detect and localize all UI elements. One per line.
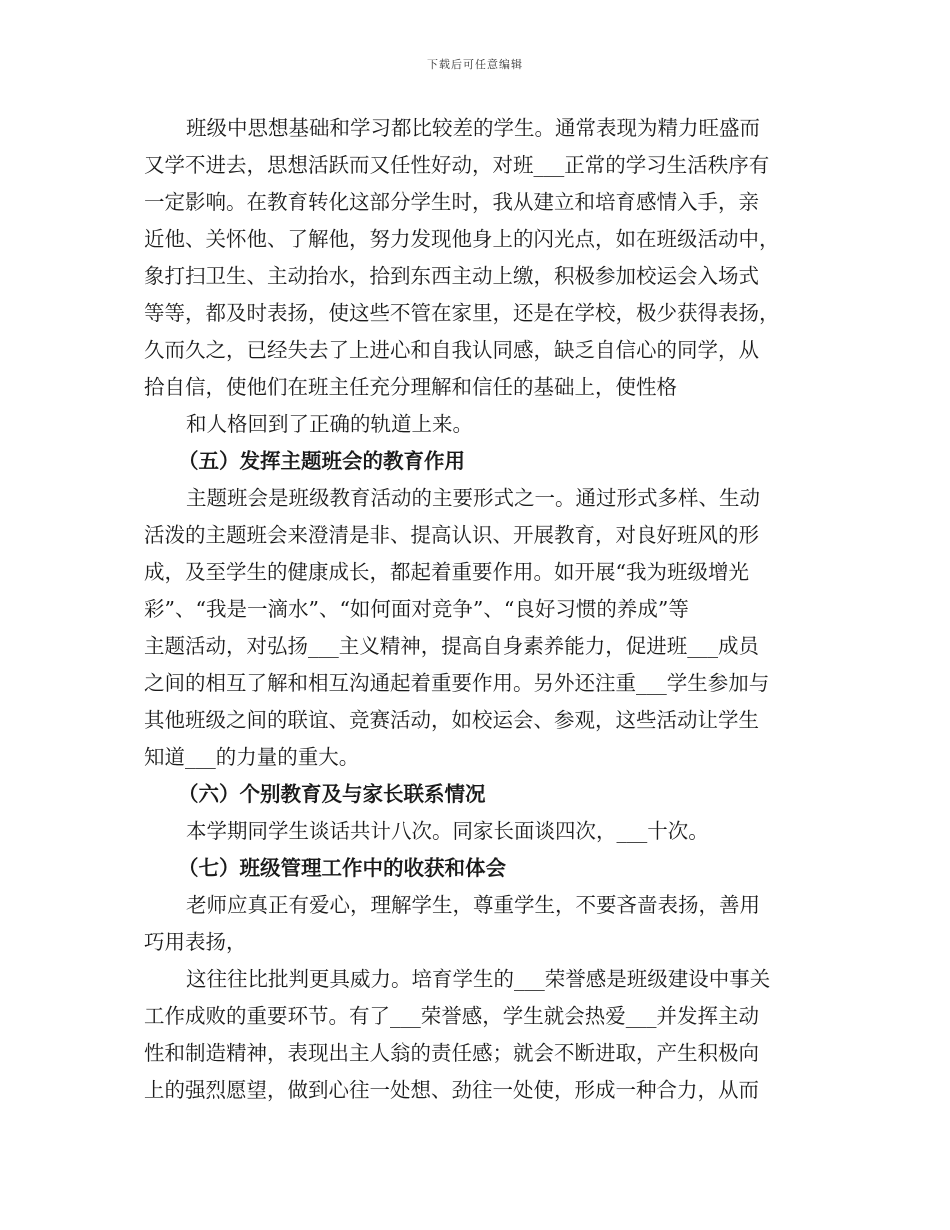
section-heading: （五）发挥主题班会的教育作用 xyxy=(178,449,465,473)
paragraph-line: 这往往比批判更具威力。培育学生的___荣誉感是班级建设中事关 xyxy=(186,967,771,991)
paragraph-line: 主题活动，对弘扬___主义精神，提高自身素养能力，促进班___成员 xyxy=(144,634,759,658)
paragraph-line: 一定影响。在教育转化这部分学生时，我从建立和培育感情入手，亲 xyxy=(144,190,759,214)
paragraph-line: 活泼的主题班会来澄清是非、提高认识、开展教育，对良好班风的形 xyxy=(144,523,759,547)
paragraph-line: 老师应真正有爱心，理解学生，尊重学生，不要吝啬表扬，善用 xyxy=(186,893,760,917)
paragraph-line: 上的强烈愿望，做到心往一处想、劲往一处使，形成一种合力，从而 xyxy=(144,1078,759,1102)
paragraph-line: 又学不进去，思想活跃而又任性好动，对班___正常的学习生活秩序有 xyxy=(144,153,770,177)
paragraph-line: 之间的相互了解和相互沟通起着重要作用。另外还注重___学生参加与 xyxy=(144,671,770,695)
paragraph-line: 本学期同学生谈话共计八次。同家长面谈四次，___十次。 xyxy=(186,819,709,843)
paragraph-line: 主题班会是班级教育活动的主要形式之一。通过形式多样、生动 xyxy=(186,486,760,510)
paragraph-line: 成，及至学生的健康成长，都起着重要作用。如开展“我为班级增光 xyxy=(144,560,749,584)
section-heading: （六）个别教育及与家长联系情况 xyxy=(178,782,486,806)
paragraph-line: 久而久之，已经失去了上进心和自我认同感，缺乏自信心的同学，从 xyxy=(144,338,759,362)
page-header: 下载后可任意编辑 xyxy=(427,58,523,71)
section-heading: （七）班级管理工作中的收获和体会 xyxy=(178,856,506,880)
paragraph-line: 和人格回到了正确的轨道上来。 xyxy=(186,412,473,436)
paragraph-line: 近他、关怀他、了解他，努力发现他身上的闪光点，如在班级活动中， xyxy=(144,227,780,251)
paragraph-line: 等等，都及时表扬，使这些不管在家里，还是在学校，极少获得表扬， xyxy=(144,301,780,325)
paragraph-line: 工作成败的重要环节。有了___荣誉感，学生就会热爱___并发挥主动 xyxy=(144,1004,759,1028)
paragraph-line: 巧用表扬， xyxy=(144,930,247,954)
paragraph-line: 知道___的力量的重大。 xyxy=(144,745,360,769)
paragraph-line: 性和制造精神，表现出主人翁的责任感；就会不断进取，产生积极向 xyxy=(144,1041,759,1065)
paragraph-line: 其他班级之间的联谊、竞赛活动，如校运会、参观，这些活动让学生 xyxy=(144,708,759,732)
paragraph-line: 彩”、“我是一滴水”、“如何面对竞争”、“良好习惯的养成”等 xyxy=(144,597,689,621)
paragraph-line: 拾自信，使他们在班主任充分理解和信任的基础上，使性格 xyxy=(144,375,677,399)
paragraph-line: 班级中思想基础和学习都比较差的学生。通常表现为精力旺盛而 xyxy=(186,116,760,140)
paragraph-line: 象打扫卫生、主动抬水，拾到东西主动上缴，积极参加校运会入场式 xyxy=(144,264,759,288)
